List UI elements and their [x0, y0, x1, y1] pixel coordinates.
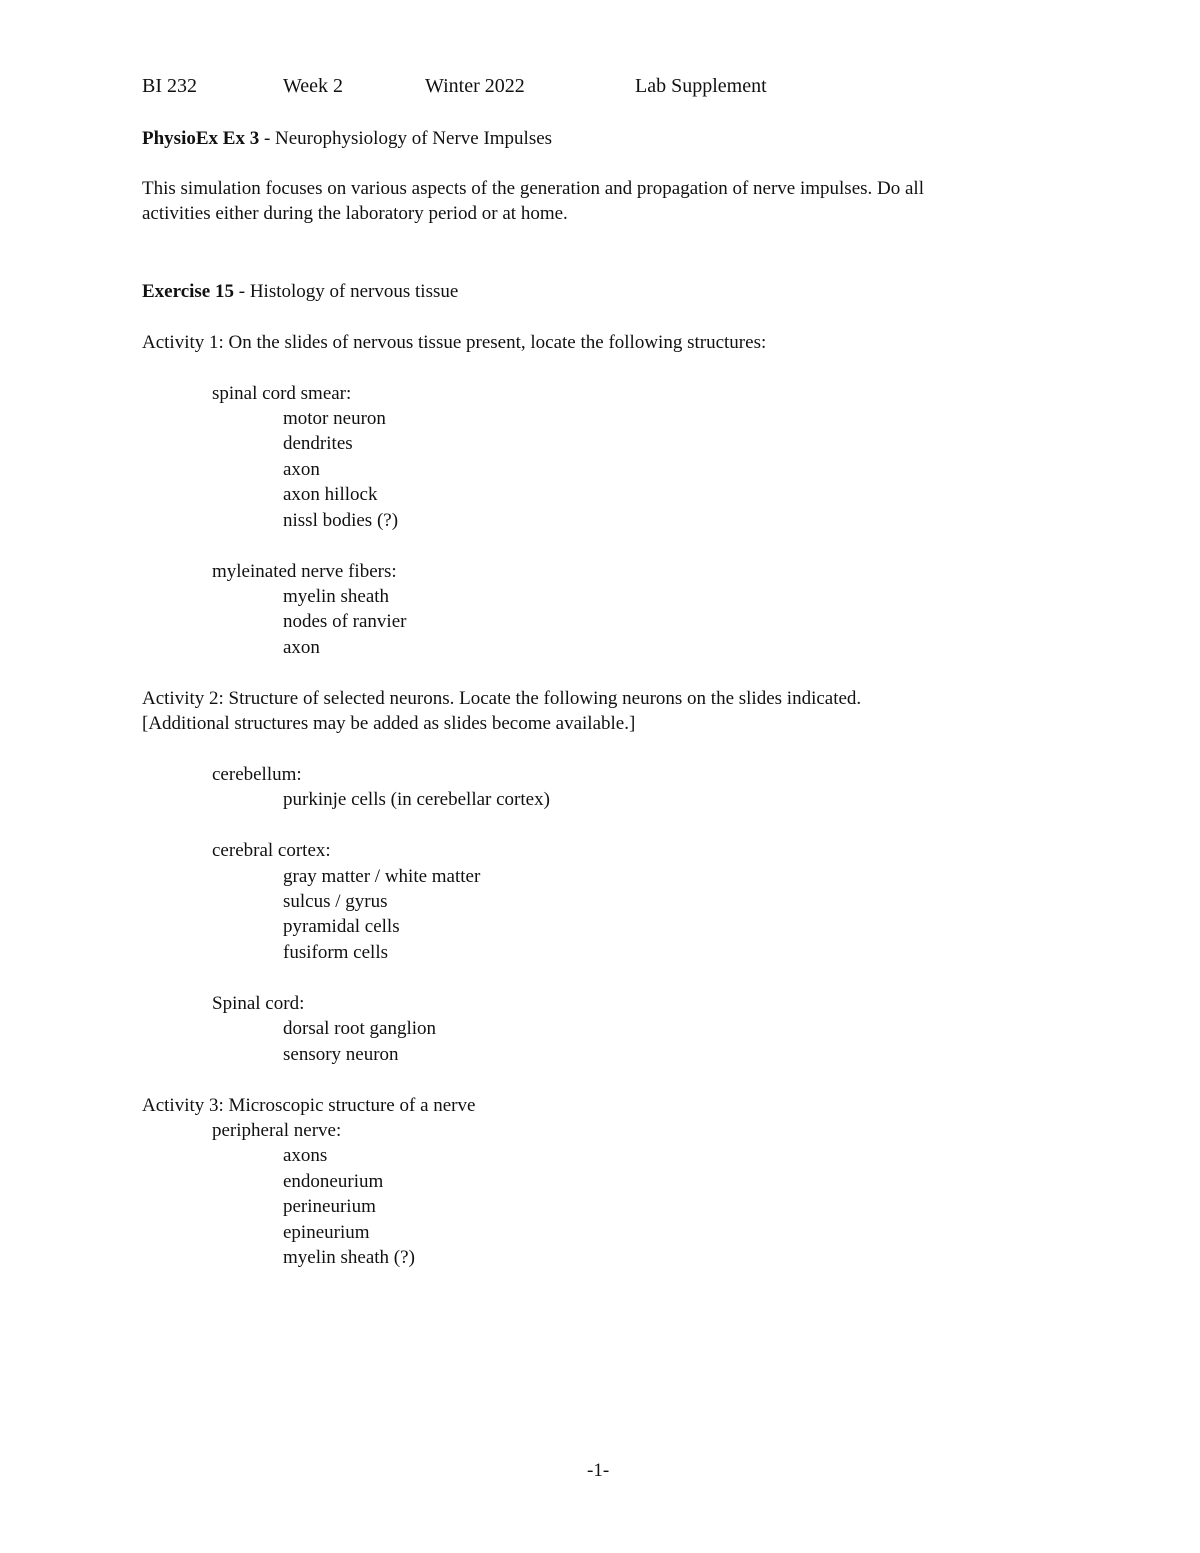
week-label: Week 2: [283, 75, 344, 97]
exercise-heading: [142, 279, 458, 304]
course-code: BI 232: [142, 75, 197, 97]
intro-line-2: activities either during the laboratory period or at home.: [142, 203, 568, 224]
list-item: axons: [283, 1145, 328, 1166]
intro-line-1: This simulation focuses on various aspects of the generation and propagation of nerve impulses. Do all: [142, 178, 924, 199]
list-item: fusiform cells: [283, 942, 389, 963]
group-heading: myleinated nerve fibers:: [212, 561, 397, 582]
group-heading: Spinal cord:: [212, 993, 305, 1014]
list-item: pyramidal cells: [283, 916, 400, 937]
group-heading: spinal cord smear:: [212, 383, 352, 404]
activity1-title: Activity 1: On the slides of nervous tissue present, locate the following structures:: [142, 332, 767, 353]
list-item: myelin sheath (?): [283, 1247, 415, 1268]
page-number: -1-: [587, 1460, 610, 1481]
exercise-label: Exercise 15: [142, 281, 234, 302]
group-heading: cerebral cortex:: [212, 840, 331, 861]
exercise-title: - Histology of nervous tissue: [234, 281, 459, 302]
list-item: gray matter / white matter: [283, 866, 481, 887]
list-item: axon: [283, 637, 320, 658]
list-item: axon: [283, 459, 320, 480]
list-item: axon hillock: [283, 484, 378, 505]
term-label: Winter 2022: [425, 75, 525, 97]
list-item: nodes of ranvier: [283, 611, 407, 632]
list-item: epineurium: [283, 1222, 370, 1243]
document-type: Lab Supplement: [635, 75, 767, 97]
list-item: nissl bodies (?): [283, 510, 399, 531]
list-item: dorsal root ganglion: [283, 1018, 437, 1039]
list-item: perineurium: [283, 1196, 376, 1217]
physioex-title: - Neurophysiology of Nerve Impulses: [259, 128, 553, 149]
list-item: purkinje cells (in cerebellar cortex): [283, 789, 550, 810]
activity2-title-line-1: Activity 2: Structure of selected neurons. Locate the following neurons on the slides indicated.: [142, 688, 862, 709]
list-item: motor neuron: [283, 408, 386, 429]
list-item: myelin sheath: [283, 586, 390, 607]
activity3-title: Activity 3: Microscopic structure of a nerve: [142, 1095, 476, 1116]
list-item: sensory neuron: [283, 1044, 399, 1065]
physioex-label: PhysioEx Ex 3: [142, 128, 260, 149]
list-item: endoneurium: [283, 1171, 384, 1192]
group-heading: cerebellum:: [212, 764, 302, 785]
list-item: sulcus / gyrus: [283, 891, 388, 912]
physioex-heading: [142, 126, 552, 151]
activity2-title-line-2: [Additional structures may be added as slides become available.]: [142, 713, 636, 734]
list-item: dendrites: [283, 433, 353, 454]
group-heading: peripheral nerve:: [212, 1120, 342, 1141]
